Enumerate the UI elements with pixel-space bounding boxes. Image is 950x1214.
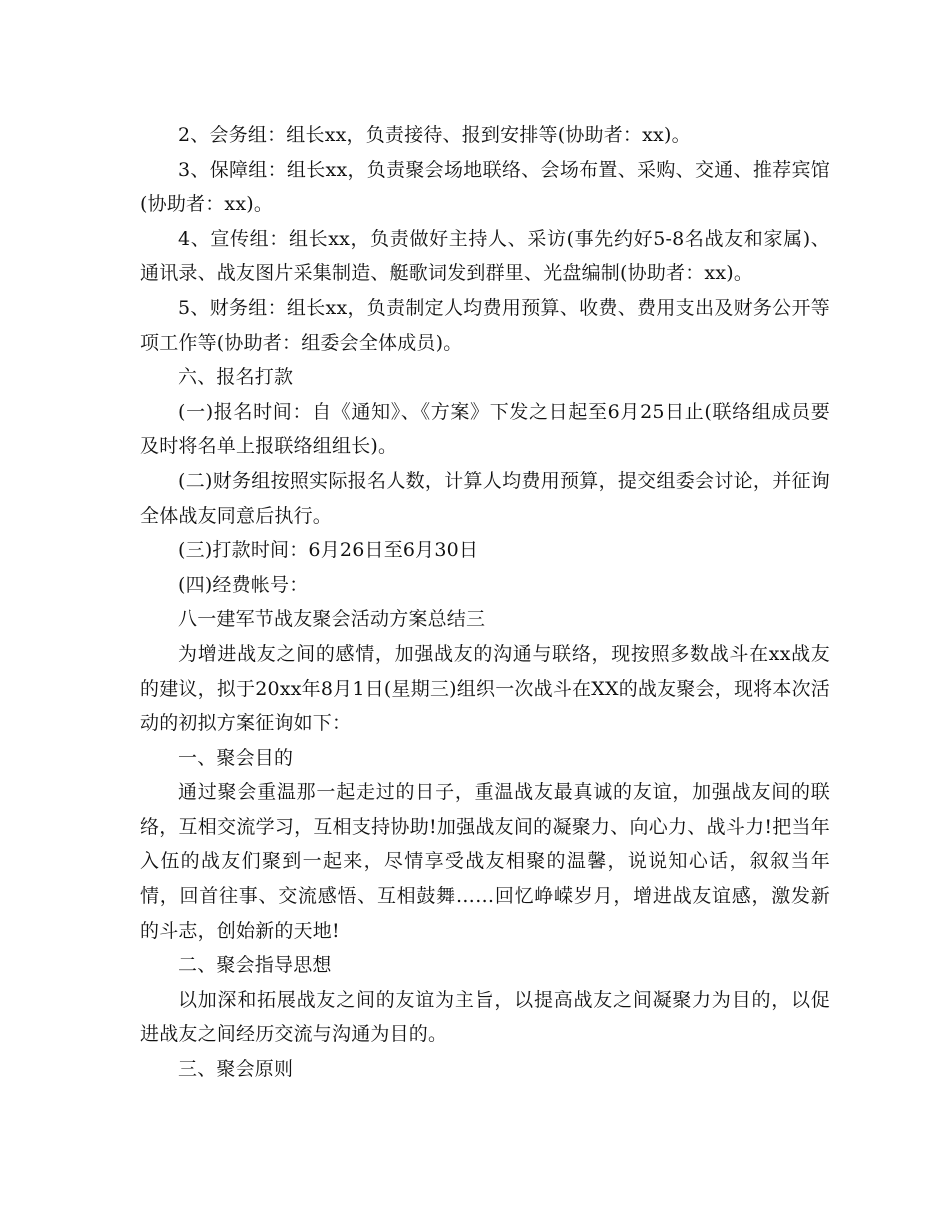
heading-purpose: 一、聚会目的 [178, 746, 294, 769]
paragraph-payment-time: (三)打款时间：6月26日至6月30日 [178, 539, 479, 562]
paragraph-purpose: 通过聚会重温那一起走过的日子，重温战友最真诚的友谊，加强战友间的联络，互相交流学习，互相支持协助!加强战友间的凝聚力、向心力、战斗力!把当年入伍的战友们聚到一起来，尽情享受战友相聚的温馨，说说知心话，叙叙当年情，回首往事、交流感悟、互相鼓舞……回忆峥嵘岁月，增进战友谊感，激发新的斗志，创始新的天地! [140, 781, 830, 942]
paragraph-finance-group: 5、财务组：组长xx，负责制定人均费用预算、收费、费用支出及财务公开等项工作等(协助者：组委会全体成员)。 [140, 296, 830, 354]
paragraph-registration-time: (一)报名时间：自《通知》、《方案》下发之日起至6月25日止(联络组成员要及时将名单上报联络组组长)。 [140, 400, 830, 458]
paragraph-guiding-ideology: 以加深和拓展战友之间的友谊为主旨，以提高战友之间凝聚力为目的，以促进战友之间经历交流与沟通为目的。 [140, 988, 830, 1046]
document-body [140, 118, 830, 1087]
paragraph-publicity-group: 4、宣传组：组长xx，负责做好主持人、采访(事先约好5-8名战友和家属)、通讯录、战友图片采集制造、艇歌词发到群里、光盘编制(协助者：xx)。 [140, 227, 830, 285]
heading-registration-payment: 六、报名打款 [178, 366, 294, 389]
heading-principles: 三、聚会原则 [178, 1058, 294, 1081]
paragraph-introduction: 为增进战友之间的感情，加强战友的沟通与联络，现按照多数战斗在xx战友的建议，拟于20xx年8月1日(星期三)组织一次战斗在XX的战友聚会，现将本次活动的初拟方案征询如下： [140, 642, 830, 735]
paragraph-meeting-group: 2、会务组：组长xx，负责接待、报到安排等(协助者：xx)。 [178, 124, 691, 146]
heading-guiding-ideology: 二、聚会指导思想 [178, 954, 332, 977]
paragraph-support-group: 3、保障组：组长xx，负责聚会场地联络、会场布置、采购、交通、推荐宾馆(协助者：xx)。 [140, 158, 830, 216]
section-title: 八一建军节战友聚会活动方案总结三 [178, 608, 486, 631]
paragraph-account: (四)经费帐号： [178, 573, 309, 596]
paragraph-budget: (二)财务组按照实际报名人数，计算人均费用预算，提交组委会讨论，并征询全体战友同意后执行。 [140, 469, 830, 527]
